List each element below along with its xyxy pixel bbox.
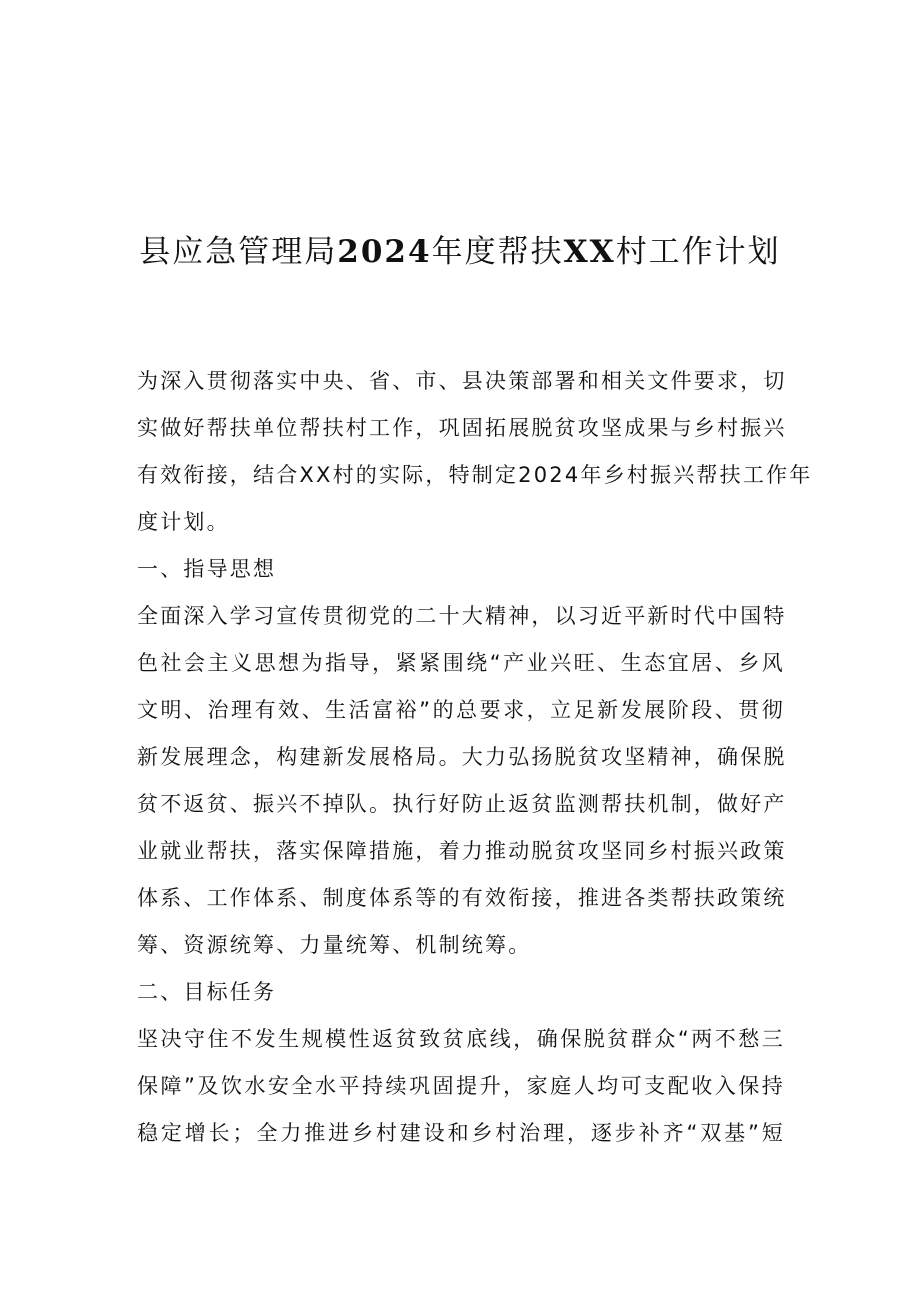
- paragraph-line: 实做好帮扶单位帮扶村工作，巩固拓展脱贫攻坚成果与乡村振兴: [137, 416, 787, 440]
- document-title: [0, 228, 920, 276]
- section-heading-objectives: 二、目标任务: [137, 980, 277, 1004]
- paragraph-line: 保障”及饮水安全水平持续巩固提升，家庭人均可支配收入保持: [137, 1074, 785, 1098]
- paragraph-line: 坚决守住不发生规模性返贫致贫底线，确保脱贫群众“两不愁三: [137, 1027, 785, 1051]
- paragraph-line: 文明、治理有效、生活富裕”的总要求，立足新发展阶段、贯彻: [137, 698, 785, 722]
- paragraph-line: 为深入贯彻落实中央、省、市、县决策部署和相关文件要求，切: [137, 369, 787, 393]
- paragraph-line: 度计划。: [137, 510, 230, 534]
- title-suffix: 村工作计划: [615, 234, 781, 270]
- guiding-ideology-paragraph: [137, 593, 785, 969]
- document-body: [137, 358, 813, 1157]
- title-xx: XX: [563, 234, 616, 270]
- paragraph-line: 业就业帮扶，落实保障措施，着力推动脱贫攻坚同乡村振兴政策: [137, 839, 787, 863]
- paragraph-line: 筹、资源统筹、力量统筹、机制统筹。: [137, 933, 532, 957]
- title-prefix: 县应急管理局: [139, 234, 338, 270]
- paragraph-line: 全面深入学习宣传贯彻党的二十大精神，以习近平新时代中国特: [137, 604, 787, 628]
- paragraph-line: 新发展理念，构建新发展格局。大力弘扬脱贫攻坚精神，确保脱: [137, 745, 787, 769]
- paragraph-line: 有效衔接，结合XX村的实际，特制定2024年乡村振兴帮扶工作年: [137, 463, 813, 487]
- intro-paragraph: [137, 358, 813, 546]
- section-heading-guiding-ideology: 一、指导思想: [137, 557, 277, 581]
- paragraph-line: 贫不返贫、振兴不掉队。执行好防止返贫监测帮扶机制，做好产: [137, 792, 787, 816]
- objectives-paragraph: [137, 1016, 785, 1157]
- paragraph-line: 色社会主义思想为指导，紧紧围绕“产业兴旺、生态宜居、乡风: [137, 651, 785, 675]
- title-mid: 年度帮扶: [431, 234, 564, 270]
- title-year: 2024: [337, 234, 432, 270]
- paragraph-line: 体系、工作体系、制度体系等的有效衔接，推进各类帮扶政策统: [137, 886, 787, 910]
- paragraph-line: 稳定增长；全力推进乡村建设和乡村治理，逐步补齐“双基”短: [137, 1121, 785, 1145]
